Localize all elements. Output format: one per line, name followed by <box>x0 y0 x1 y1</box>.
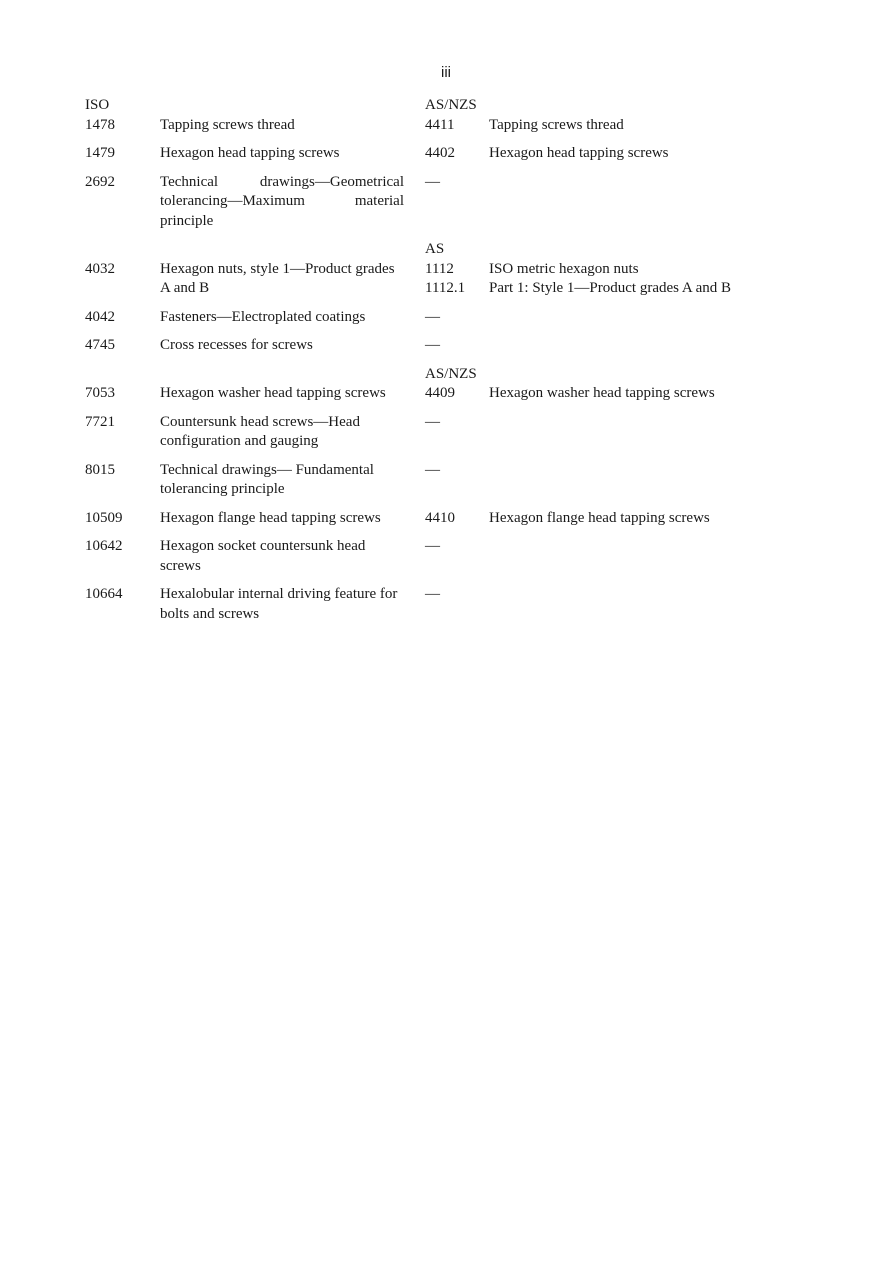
table-row: 7053 Hexagon washer head tapping screws 4409 Hexagon washer head tapping screws <box>85 385 715 401</box>
group-label: AS/NZS <box>425 365 477 382</box>
page-number: iii <box>441 64 451 81</box>
group-label: AS <box>425 241 445 257</box>
table-row: 4745 Cross recesses for screws — <box>85 337 440 353</box>
standards-table <box>85 96 805 633</box>
table-row: 1478 Tapping screws thread 4411 Tapping screws thread <box>85 116 624 133</box>
table-row: 10642 Hexagon socket countersunk head screws — <box>85 538 440 574</box>
asnzs-header: AS/NZS <box>425 97 477 113</box>
table-row: 8015 Technical drawings— Fundamental tolerancing principle — <box>85 461 440 497</box>
table-row: 4032 Hexagon nuts, style 1—Product grades A and B 1112 ISO metric hexagon nuts 1112.1 Part 1: Style 1—Product grades A and B <box>85 260 732 296</box>
table-row: 10664 Hexalobular internal driving feature for bolts and screws — <box>85 586 440 622</box>
table-row: 10509 Hexagon flange head tapping screws 4410 Hexagon flange head tapping screws <box>85 509 710 526</box>
table-row: 7721 Countersunk head screws—Head configuration and gauging — <box>85 413 440 449</box>
table-row: 1479 Hexagon head tapping screws 4402 Hexagon head tapping screws <box>85 145 669 161</box>
iso-header: ISO <box>85 97 110 113</box>
table-row: 4042 Fasteners—Electroplated coatings — <box>85 308 440 325</box>
table-row: 2692 Technical drawings—Geometrical tolerancing—Maximum material principle — <box>85 173 440 229</box>
table-header <box>85 96 805 116</box>
